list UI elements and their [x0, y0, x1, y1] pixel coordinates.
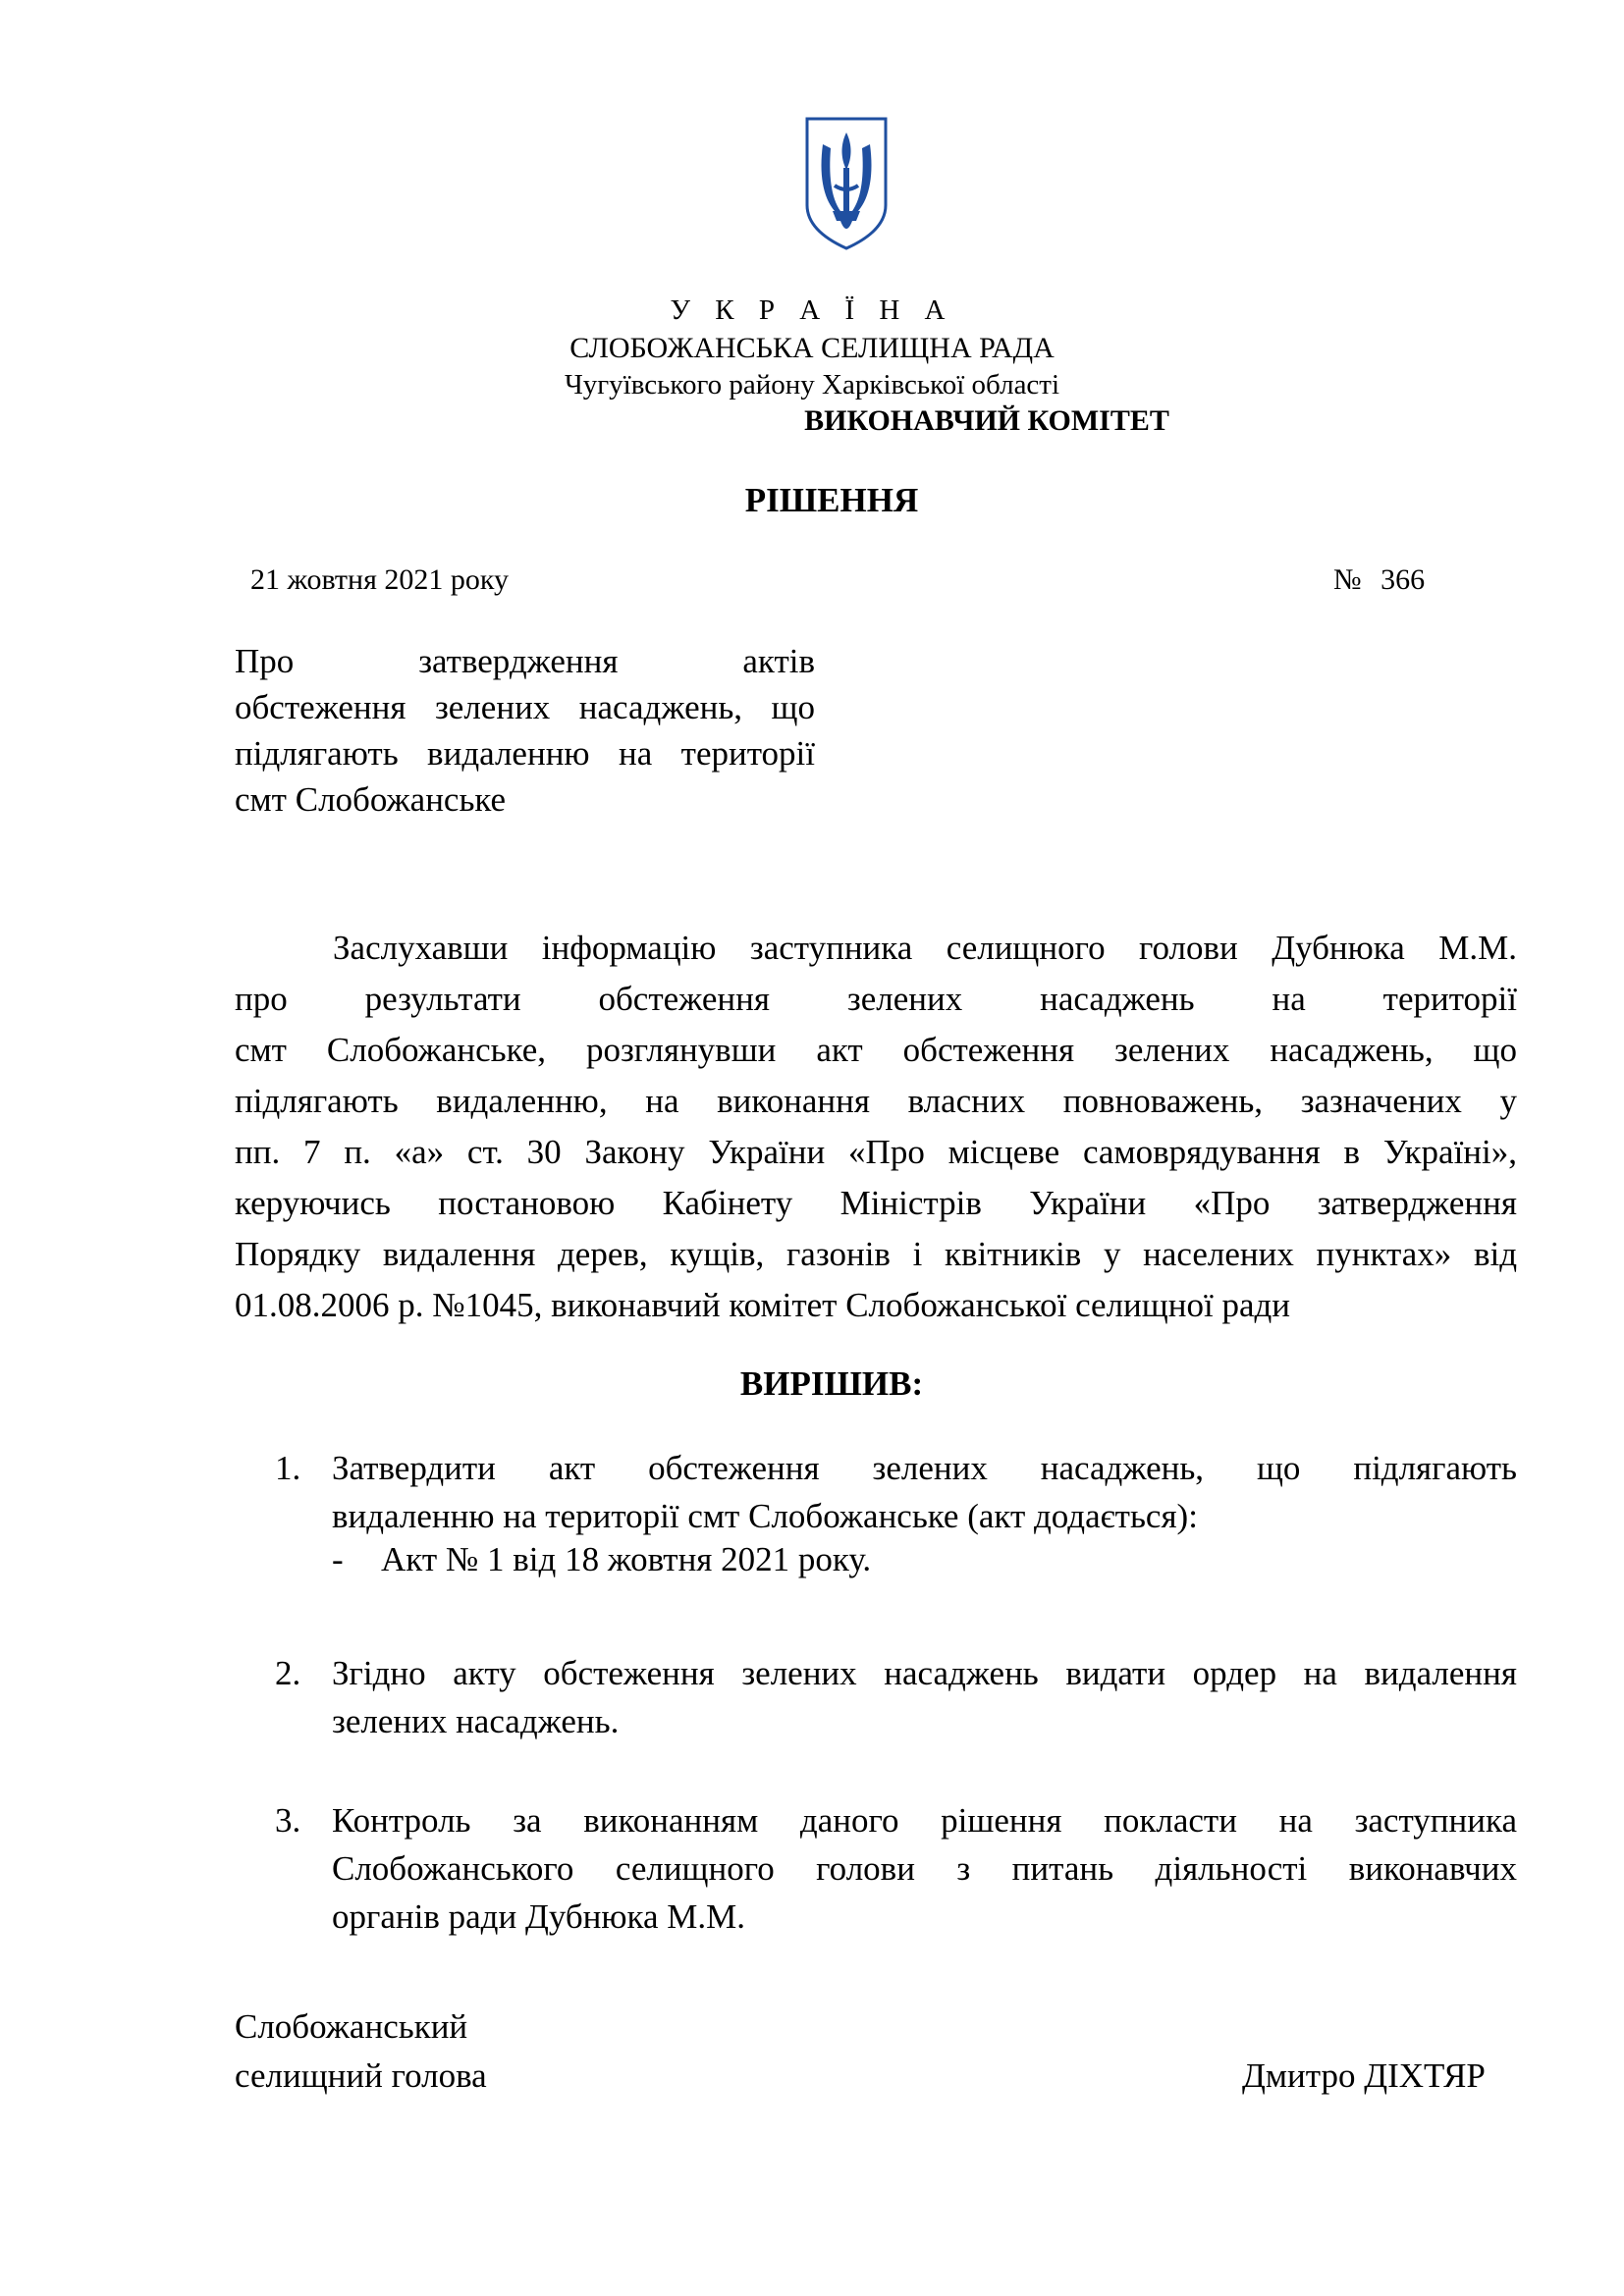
preamble-line: 01.08.2006 р. №1045, виконавчий комітет Слобожанської селищної ради [235, 1286, 1291, 1324]
document-subject [235, 638, 815, 823]
preamble-line: підлягають видаленню, на виконання власних повноважень, зазначених у [235, 1082, 1517, 1120]
subject-line: підлягають видаленню на території [235, 734, 815, 773]
item-number: 1. [275, 1449, 301, 1487]
item-line: Контроль за виконанням даного рішення покласти на заступника [332, 1801, 1517, 1840]
sub-item-text: Акт № 1 від 18 жовтня 2021 року. [381, 1540, 872, 1578]
preamble-paragraph [235, 923, 1517, 1331]
item-line: зелених насаджень. [332, 1702, 620, 1740]
subject-line: обстеження зелених насаджень, що [235, 688, 815, 726]
item-text [332, 1796, 1517, 1941]
resolved-heading: ВИРІШИВ: [739, 1364, 924, 1403]
preamble-line: пп. 7 п. «а» ст. 30 Закону України «Про місцеве самоврядування в Україні», [235, 1133, 1517, 1171]
preamble-line: керуючись постановою Кабінету Міністрів України «Про затвердження [235, 1184, 1517, 1222]
item-number: 2. [275, 1654, 301, 1692]
signatory-title [235, 2002, 487, 2101]
signatory-title-line: селищний голова [235, 2056, 487, 2095]
preamble-line: Заслухавши інформацію заступника селищного голови Дубнюка М.М. [333, 929, 1517, 967]
signatory-title-line: Слобожанський [235, 2007, 468, 2046]
document-number: № 366 [1333, 563, 1426, 596]
item-line: Слобожанського селищного голови з питань діяльності виконавчих [332, 1849, 1517, 1888]
council-name: СЛОБОЖАНСЬКА СЕЛИЩНА РАДА [569, 332, 1055, 364]
document-type: РІШЕННЯ [744, 481, 919, 519]
item-line: видаленню на території смт Слобожанське (акт додається): [332, 1497, 1198, 1535]
country-name: У К Р А Ї Н А [670, 294, 954, 326]
coat-of-arms-icon [801, 115, 892, 252]
subject-line: смт Слобожанське [235, 780, 507, 819]
preamble-line: Порядку видалення дерев, кущів, газонів і квітників у населених пунктах» від [235, 1235, 1517, 1273]
item-line: Згідно акту обстеження зелених насаджень видати ордер на видалення [332, 1654, 1517, 1692]
preamble-line: про результати обстеження зелених насаджень на території [235, 980, 1517, 1018]
item-number: 3. [275, 1801, 301, 1840]
item-text [332, 1444, 1517, 1540]
preamble-line: смт Слобожанське, розглянувши акт обстеження зелених насаджень, що [235, 1031, 1517, 1069]
document-date: 21 жовтня 2021 року [250, 563, 510, 596]
committee-name: ВИКОНАВЧИЙ КОМІТЕТ [804, 404, 1169, 437]
sub-item: - Акт № 1 від 18 жовтня 2021 року. [332, 1540, 872, 1578]
item-text [332, 1649, 1517, 1745]
region-name: Чугуївського району Харківської області [564, 369, 1060, 400]
item-line: органів ради Дубнюка М.М. [332, 1897, 746, 1936]
subject-line: Про затвердження актів [235, 642, 815, 680]
signatory-name: Дмитро ДІХТЯР [1242, 2056, 1486, 2095]
item-line: Затвердити акт обстеження зелених насаджень, що підлягають [332, 1449, 1517, 1487]
